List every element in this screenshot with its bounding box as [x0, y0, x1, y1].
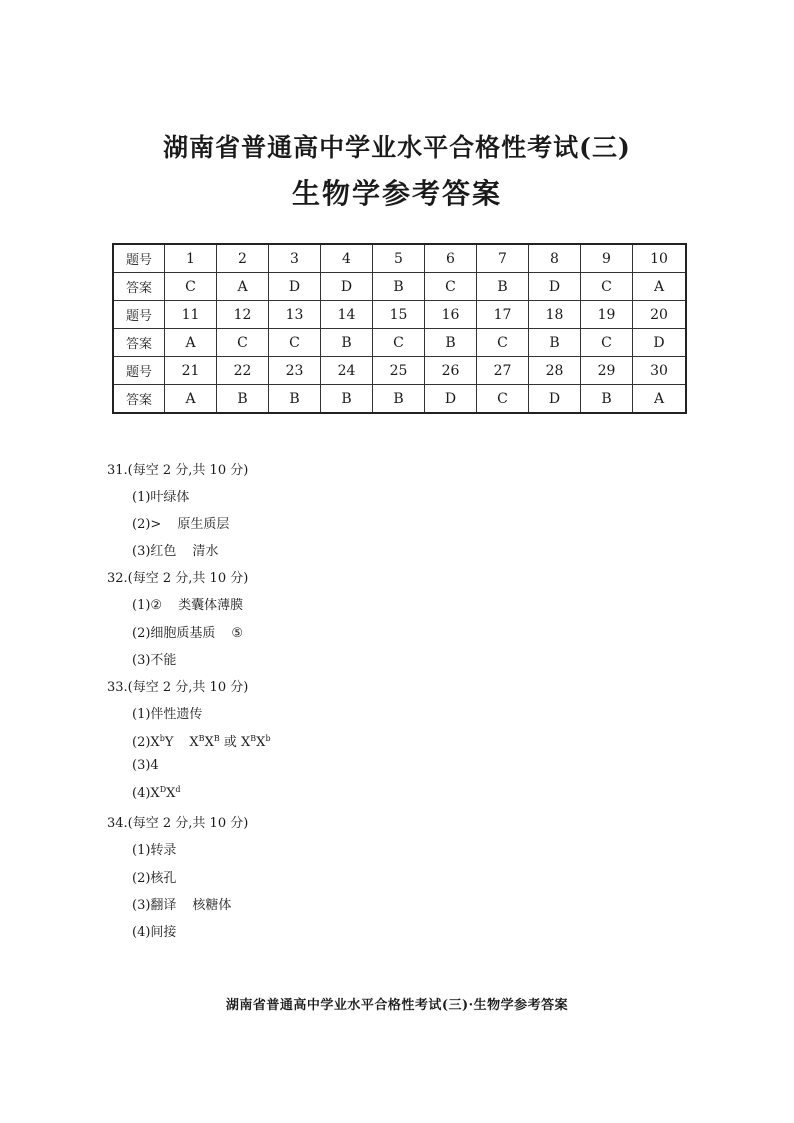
question-number-row-label: 题号: [113, 301, 165, 329]
q34-answer-2: (2)核孔: [132, 871, 177, 886]
q33-answer-3: (3)4: [132, 758, 159, 773]
q31-answer-3a: (3)红色: [132, 544, 177, 559]
question-number-row: [113, 301, 686, 329]
answer-cell: C: [373, 329, 425, 357]
q33-answer-4-prefix: (4): [132, 786, 151, 801]
answer-cell: B: [581, 385, 633, 414]
answer-cell: C: [477, 329, 529, 357]
question-number-cell: 1: [165, 244, 217, 273]
question-number-cell: 10: [633, 244, 687, 273]
q31-answer-2: [132, 513, 229, 532]
allele-superscript: d: [175, 785, 181, 794]
question-number-cell: 11: [165, 301, 217, 329]
question-number-cell: 23: [269, 357, 321, 385]
answer-cell: A: [217, 273, 269, 301]
q33-answer-2-prefix: (2): [132, 735, 151, 750]
answer-row-label: 答案: [113, 385, 165, 414]
q31-answer-3: [132, 540, 218, 559]
answer-cell: C: [165, 273, 217, 301]
question-number-cell: 3: [269, 244, 321, 273]
answer-cell: C: [581, 329, 633, 357]
q34-answer-1: (1)转录: [132, 843, 177, 858]
answer-cell: C: [269, 329, 321, 357]
q32-answer-3: (3)不能: [132, 653, 177, 668]
q33-answer-1: (1)伴性遗传: [132, 707, 203, 722]
question-number-cell: 18: [529, 301, 581, 329]
q32-answer-1a: (1)②: [132, 598, 163, 613]
q31-heading: 31.(每空 2 分,共 10 分): [107, 463, 249, 478]
genotype-x: X: [241, 735, 251, 750]
question-number-cell: 19: [581, 301, 633, 329]
question-number-cell: 26: [425, 357, 477, 385]
answer-table-body: [113, 244, 686, 413]
question-number-cell: 8: [529, 244, 581, 273]
allele-superscript: B: [250, 734, 257, 743]
q33-answer-4: [132, 785, 181, 801]
q33-answer-2: [132, 731, 271, 750]
genotype-y: Y: [164, 735, 174, 750]
answer-row: [113, 385, 686, 414]
answer-cell: A: [633, 385, 687, 414]
question-number-cell: 15: [373, 301, 425, 329]
answer-row-label: 答案: [113, 273, 165, 301]
answer-row-label: 答案: [113, 329, 165, 357]
question-number-row-label: 题号: [113, 357, 165, 385]
answer-row: [113, 273, 686, 301]
answer-cell: D: [529, 385, 581, 414]
allele-superscript: B: [213, 734, 220, 743]
q31-answer-1: (1)叶绿体: [132, 490, 190, 505]
q32-answer-2b: ⑤: [231, 626, 244, 641]
allele-superscript: b: [265, 734, 271, 743]
question-number-cell: 2: [217, 244, 269, 273]
genotype-x: X: [204, 735, 214, 750]
question-number-row: [113, 244, 686, 273]
q32-answer-2: [132, 622, 243, 641]
question-number-cell: 30: [633, 357, 687, 385]
question-number-cell: 25: [373, 357, 425, 385]
genotype-x: X: [150, 735, 160, 750]
answer-cell: B: [321, 329, 373, 357]
answer-cell: D: [529, 273, 581, 301]
answer-cell: B: [373, 273, 425, 301]
question-number-cell: 5: [373, 244, 425, 273]
answer-cell: A: [165, 385, 217, 414]
q32-answer-1b: 类囊体薄膜: [178, 598, 244, 613]
q34-answer-4: (4)间接: [132, 925, 177, 940]
answer-cell: A: [633, 273, 687, 301]
question-number-cell: 22: [217, 357, 269, 385]
answer-cell: B: [477, 273, 529, 301]
answer-cell: C: [477, 385, 529, 414]
answer-cell: B: [321, 385, 373, 414]
page-footer: 湖南省普通高中学业水平合格性考试(三)·生物学参考答案: [225, 998, 569, 1013]
question-number-cell: 17: [477, 301, 529, 329]
q32-answer-2a: (2)细胞质基质: [132, 626, 216, 641]
q34-answer-3a: (3)翻译: [132, 898, 177, 913]
question-number-cell: 4: [321, 244, 373, 273]
question-number-cell: 24: [321, 357, 373, 385]
q34-answer-3: [132, 894, 231, 913]
question-number-cell: 16: [425, 301, 477, 329]
question-number-cell: 13: [269, 301, 321, 329]
answer-cell: B: [269, 385, 321, 414]
answer-cell: B: [425, 329, 477, 357]
question-number-cell: 6: [425, 244, 477, 273]
genotype-x: X: [189, 735, 199, 750]
q34-answer-3b: 核糖体: [192, 898, 232, 913]
allele-superscript: b: [159, 734, 165, 743]
q34-heading: 34.(每空 2 分,共 10 分): [107, 816, 249, 831]
question-number-row: [113, 357, 686, 385]
question-number-cell: 7: [477, 244, 529, 273]
genotype-x: X: [256, 735, 266, 750]
q33-heading: 33.(每空 2 分,共 10 分): [107, 680, 249, 695]
q32-answer-1: [132, 594, 243, 613]
exam-title: 湖南省普通高中学业水平合格性考试(三): [163, 133, 631, 162]
answer-cell: C: [217, 329, 269, 357]
question-number-cell: 12: [217, 301, 269, 329]
question-number-cell: 21: [165, 357, 217, 385]
genotype-x: X: [150, 786, 160, 801]
or-text: 或: [223, 735, 237, 750]
question-number-cell: 9: [581, 244, 633, 273]
answer-cell: D: [425, 385, 477, 414]
answer-cell: A: [165, 329, 217, 357]
answer-cell: B: [529, 329, 581, 357]
q32-heading: 32.(每空 2 分,共 10 分): [107, 571, 249, 586]
answer-cell: D: [269, 273, 321, 301]
question-number-cell: 28: [529, 357, 581, 385]
answer-cell: B: [217, 385, 269, 414]
answer-cell: D: [321, 273, 373, 301]
allele-superscript: B: [198, 734, 205, 743]
question-number-cell: 27: [477, 357, 529, 385]
q31-answer-2a: (2)>: [132, 517, 162, 532]
answer-cell: B: [373, 385, 425, 414]
genotype-x: X: [166, 786, 176, 801]
question-number-cell: 14: [321, 301, 373, 329]
question-number-cell: 20: [633, 301, 687, 329]
answer-cell: C: [425, 273, 477, 301]
answer-cell: C: [581, 273, 633, 301]
answer-row: [113, 329, 686, 357]
answer-key-title: 生物学参考答案: [291, 177, 502, 210]
q31-answer-3b: 清水: [192, 544, 219, 559]
answer-table: [112, 243, 687, 414]
q31-answer-2b: 原生质层: [177, 517, 230, 532]
question-number-cell: 29: [581, 357, 633, 385]
answer-cell: D: [633, 329, 687, 357]
allele-superscript: D: [159, 785, 167, 794]
question-number-row-label: 题号: [113, 244, 165, 273]
